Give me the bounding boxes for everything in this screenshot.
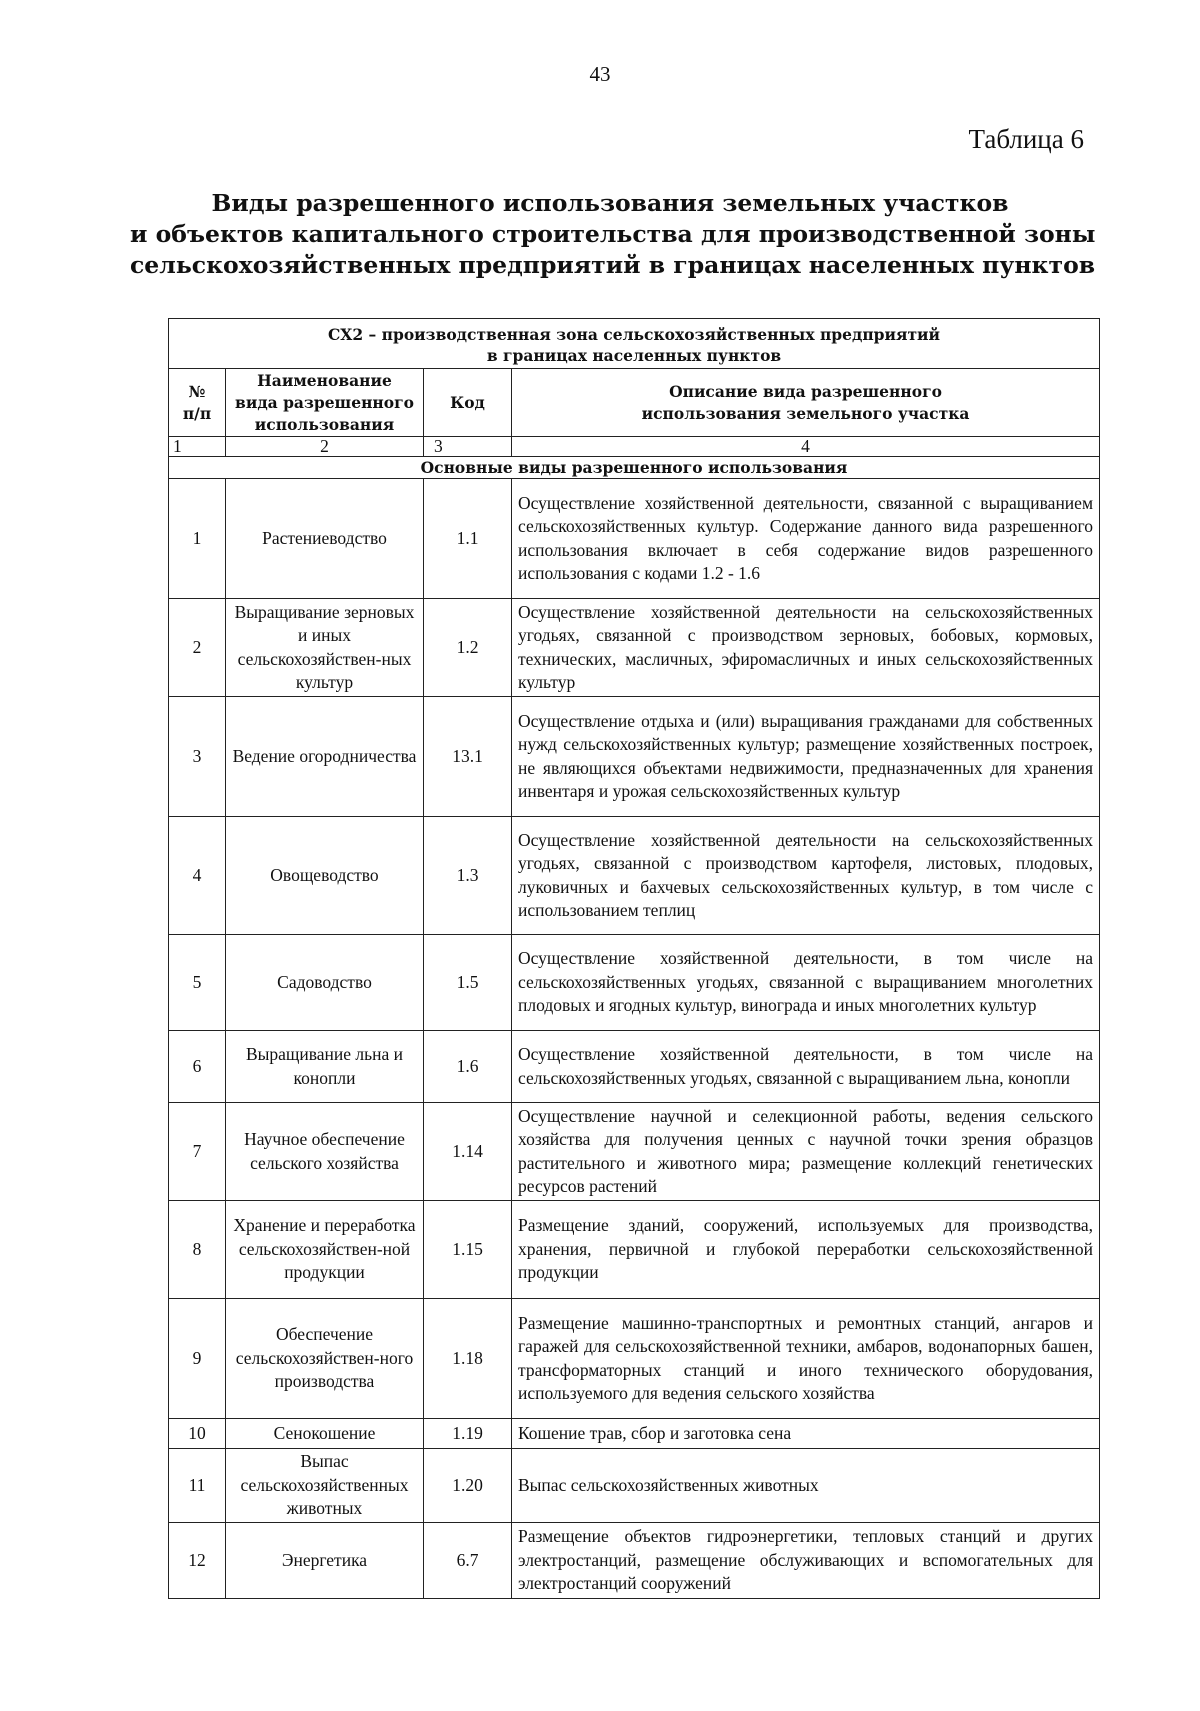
table-row bbox=[169, 1449, 1100, 1523]
row-number: 11 bbox=[169, 1449, 226, 1523]
table-row bbox=[169, 1299, 1100, 1419]
use-code: 1.3 bbox=[424, 817, 512, 935]
header-code: Код bbox=[424, 369, 512, 437]
land-use-table bbox=[168, 318, 1100, 1599]
use-name: Сенокошение bbox=[226, 1419, 424, 1449]
title-line-1: Виды разрешенного использования земельных участков bbox=[211, 189, 1009, 217]
use-description: Осуществление хозяйственной деятельности на сельскохозяйственных угодьях, связанной с производством зерновых, бобовых, кормовых, технических, масличных, эфиромасличных и иных сельскохозяйственных культур bbox=[512, 599, 1100, 697]
column-number-2: 2 bbox=[226, 437, 424, 457]
table-row bbox=[169, 697, 1100, 817]
use-code: 1.5 bbox=[424, 935, 512, 1031]
use-code: 1.18 bbox=[424, 1299, 512, 1419]
row-number: 10 bbox=[169, 1419, 226, 1449]
title-line-3: сельскохозяйственных предприятий в границах населенных пунктов bbox=[130, 251, 1096, 279]
table-row bbox=[169, 1419, 1100, 1449]
table-row bbox=[169, 599, 1100, 697]
row-number: 9 bbox=[169, 1299, 226, 1419]
use-code: 1.6 bbox=[424, 1031, 512, 1103]
use-description: Размещение зданий, сооружений, используемых для производства, хранения, первичной и глубокой переработки сельскохозяйственной продукции bbox=[512, 1201, 1100, 1299]
table-label: Таблица 6 bbox=[968, 124, 1084, 154]
row-number: 6 bbox=[169, 1031, 226, 1103]
use-name: Энергетика bbox=[226, 1523, 424, 1599]
table-row bbox=[169, 1201, 1100, 1299]
use-name: Садоводство bbox=[226, 935, 424, 1031]
use-name: Выпас сельскохозяйственных животных bbox=[226, 1449, 424, 1523]
column-number-4: 4 bbox=[512, 437, 1100, 457]
header-name-line-1: Наименование bbox=[257, 370, 392, 390]
use-description: Выпас сельскохозяйственных животных bbox=[512, 1449, 1100, 1523]
use-description: Размещение объектов гидроэнергетики, тепловых станций и других электростанций, размещение обслуживающих и вспомогательных для электростанций сооружений bbox=[512, 1523, 1100, 1599]
use-code: 1.19 bbox=[424, 1419, 512, 1449]
use-description: Осуществление хозяйственной деятельности на сельскохозяйственных угодьях, связанной с производством картофеля, листовых, плодовых, луковичных и бахчевых сельскохозяйственных культур, в том числе с использованием теплиц bbox=[512, 817, 1100, 935]
header-description bbox=[512, 369, 1100, 437]
table-row bbox=[169, 935, 1100, 1031]
zone-header-line-1: СХ2 – производственная зона сельскохозяйственных предприятий bbox=[327, 325, 941, 344]
use-description: Размещение машинно-транспортных и ремонтных станций, ангаров и гаражей для сельскохозяйственной техники, амбаров, водонапорных башен, трансформаторных станций и иного технического оборудования, используемого для ведения сельского хозяйства bbox=[512, 1299, 1100, 1419]
header-name-line-2: вида разрешенного bbox=[235, 392, 414, 412]
zone-header-line-2: в границах населенных пунктов bbox=[486, 346, 782, 365]
table-row bbox=[169, 1523, 1100, 1599]
row-number: 12 bbox=[169, 1523, 226, 1599]
title-line-2: и объектов капитального строительства для производственной зоны bbox=[130, 220, 1096, 248]
use-code: 1.14 bbox=[424, 1103, 512, 1201]
table-row bbox=[169, 1031, 1100, 1103]
use-code: 6.7 bbox=[424, 1523, 512, 1599]
use-code: 1.1 bbox=[424, 479, 512, 599]
row-number: 3 bbox=[169, 697, 226, 817]
table-row bbox=[169, 479, 1100, 599]
use-name: Растениеводство bbox=[226, 479, 424, 599]
document-title bbox=[130, 188, 1096, 281]
row-number: 4 bbox=[169, 817, 226, 935]
use-code: 13.1 bbox=[424, 697, 512, 817]
use-code: 1.15 bbox=[424, 1201, 512, 1299]
use-name: Выращивание льна и конопли bbox=[226, 1031, 424, 1103]
use-code: 1.2 bbox=[424, 599, 512, 697]
header-description-line-1: Описание вида разрешенного bbox=[669, 381, 942, 401]
use-description: Осуществление хозяйственной деятельности, связанной с выращиванием сельскохозяйственных культур. Содержание данного вида разрешенного использования включает в себя содержание видов разрешенного использования с кодами 1.2 - 1.6 bbox=[512, 479, 1100, 599]
use-description: Кошение трав, сбор и заготовка сена bbox=[512, 1419, 1100, 1449]
column-number-3: 3 bbox=[424, 437, 512, 457]
use-code: 1.20 bbox=[424, 1449, 512, 1523]
header-description-line-2: использования земельного участка bbox=[641, 403, 970, 423]
use-description: Осуществление отдыха и (или) выращивания гражданами для собственных нужд сельскохозяйственных культур; размещение хозяйственных построек, не являющихся объектами недвижимости, предназначенных для хранения инвентаря и урожая сельскохозяйственных культур bbox=[512, 697, 1100, 817]
table-row bbox=[169, 817, 1100, 935]
header-num-line-1: № bbox=[188, 381, 206, 401]
row-number: 8 bbox=[169, 1201, 226, 1299]
use-name: Обеспечение сельскохозяйствен-ного производства bbox=[226, 1299, 424, 1419]
header-name bbox=[226, 369, 424, 437]
section-header: Основные виды разрешенного использования bbox=[169, 457, 1100, 479]
row-number: 1 bbox=[169, 479, 226, 599]
use-description: Осуществление хозяйственной деятельности, в том числе на сельскохозяйственных угодьях, связанной с выращиванием льна, конопли bbox=[512, 1031, 1100, 1103]
row-number: 7 bbox=[169, 1103, 226, 1201]
zone-header bbox=[169, 319, 1100, 369]
column-number-1: 1 bbox=[169, 437, 226, 457]
use-name: Выращивание зерновых и иных сельскохозяйствен-ных культур bbox=[226, 599, 424, 697]
use-description: Осуществление хозяйственной деятельности, в том числе на сельскохозяйственных угодьях, связанной с выращиванием многолетних плодовых и ягодных культур, винограда и иных многолетних культур bbox=[512, 935, 1100, 1031]
page-number: 43 bbox=[589, 62, 611, 86]
use-name: Хранение и переработка сельскохозяйствен-ной продукции bbox=[226, 1201, 424, 1299]
row-number: 5 bbox=[169, 935, 226, 1031]
use-name: Овощеводство bbox=[226, 817, 424, 935]
table-row bbox=[169, 1103, 1100, 1201]
row-number: 2 bbox=[169, 599, 226, 697]
use-name: Ведение огородничества bbox=[226, 697, 424, 817]
use-description: Осуществление научной и селекционной работы, ведения сельского хозяйства для получения ценных с научной точки зрения образцов растительного и животного мира; размещение коллекций генетических ресурсов растений bbox=[512, 1103, 1100, 1201]
header-num-line-2: п/п bbox=[182, 403, 212, 423]
header-num bbox=[169, 369, 226, 437]
header-name-line-3: использования bbox=[254, 414, 395, 434]
use-name: Научное обеспечение сельского хозяйства bbox=[226, 1103, 424, 1201]
